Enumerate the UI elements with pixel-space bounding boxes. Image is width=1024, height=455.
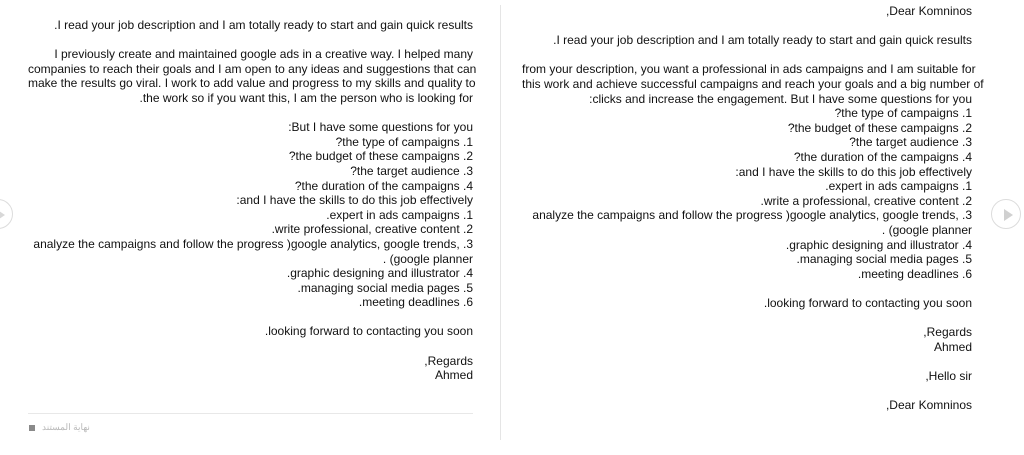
end-of-document-rule [28, 413, 473, 414]
previous-page-button[interactable] [0, 199, 13, 229]
text-line: .write a professional, creative content .2 [760, 193, 972, 208]
text-line: . (google planner [382, 251, 473, 266]
text-line: ,Dear Komninos [885, 398, 972, 413]
text-line: ?the budget of these campaigns .2 [787, 120, 972, 135]
text-line: .graphic designing and illustrator .4 [785, 237, 972, 252]
text-line: :clicks and increase the engagement. But I have some questions for you [589, 91, 972, 106]
text-line: .expert in ads campaigns .1 [326, 207, 473, 222]
end-of-document-label: نهاية المستند [42, 422, 90, 432]
text-line: Ahmed [434, 368, 473, 383]
text-line: :and I have the skills to do this job effectively [735, 164, 972, 179]
text-line: ,Dear Komninos [885, 4, 972, 18]
text-line: . (google planner [881, 222, 972, 237]
right-page-text [522, 4, 984, 413]
text-line: .meeting deadlines .6 [358, 295, 473, 310]
text-line: ,Hello sir [925, 368, 972, 383]
blank-line [522, 310, 972, 325]
text-line: .expert in ads campaigns .1 [825, 179, 972, 194]
text-line: ?the type of campaigns .1 [834, 106, 972, 121]
blank-line [28, 339, 473, 354]
text-line: ?the target audience .3 [350, 163, 473, 178]
blank-line [28, 310, 473, 325]
text-line: .graphic designing and illustrator .4 [286, 266, 473, 281]
text-line: .looking forward to contacting you soon [264, 324, 473, 339]
text-line: :But I have some questions for you [288, 120, 473, 135]
text-line: from your description, you want a professional in ads campaigns and I am suitable for [522, 62, 976, 77]
end-of-document-square-icon [29, 425, 35, 431]
text-line: this work and achieve successful campaigns and reach your goals and a big number of [522, 76, 984, 91]
text-line: analyze the campaigns and follow the progress )google analytics, google trends, .3 [532, 208, 972, 223]
play-icon [992, 200, 1022, 230]
text-line: .I read your job description and I am totally ready to start and gain quick results [553, 33, 972, 48]
text-line: ?the budget of these campaigns .2 [288, 149, 473, 164]
text-line: I previously create and maintained google ads in a creative way. I helped many [54, 47, 473, 62]
text-line: .the work so if you want this, I am the person who is looking for [139, 90, 473, 105]
text-line: .looking forward to contacting you soon [763, 295, 972, 310]
blank-line [522, 48, 972, 63]
text-line: .managing social media pages .5 [297, 280, 473, 295]
right-page [501, 0, 1024, 455]
text-line: ?the duration of the campaigns .4 [793, 149, 972, 164]
text-line: .managing social media pages .5 [796, 252, 972, 267]
text-line: analyze the campaigns and follow the progress )google analytics, google trends, .3 [33, 236, 473, 251]
text-line: .write professional, creative content .2 [271, 222, 473, 237]
text-line: make the results go viral. I work to add value and progress to my skills and quality to [28, 76, 476, 91]
text-line: :and I have the skills to do this job effectively [236, 193, 473, 208]
text-line: .meeting deadlines .6 [857, 266, 972, 281]
text-line: ?the target audience .3 [849, 135, 972, 150]
blank-line [522, 383, 972, 398]
text-line: companies to reach their goals and I am open to any ideas and suggestions that can [28, 61, 477, 76]
text-line: ?the duration of the campaigns .4 [294, 178, 473, 193]
blank-line [522, 281, 972, 296]
text-line: .I read your job description and I am totally ready to start and gain quick results [54, 18, 473, 32]
left-page [0, 0, 500, 455]
text-line: Ahmed [933, 339, 972, 354]
next-page-button[interactable] [991, 199, 1021, 229]
text-line: ?the type of campaigns .1 [335, 134, 473, 149]
text-line: ,Regards [424, 353, 473, 368]
blank-line [522, 19, 972, 34]
play-icon [0, 200, 14, 230]
left-page-text [28, 18, 477, 383]
blank-line [522, 354, 972, 369]
text-line: ,Regards [923, 325, 972, 340]
blank-line [28, 33, 473, 48]
blank-line [28, 106, 473, 121]
